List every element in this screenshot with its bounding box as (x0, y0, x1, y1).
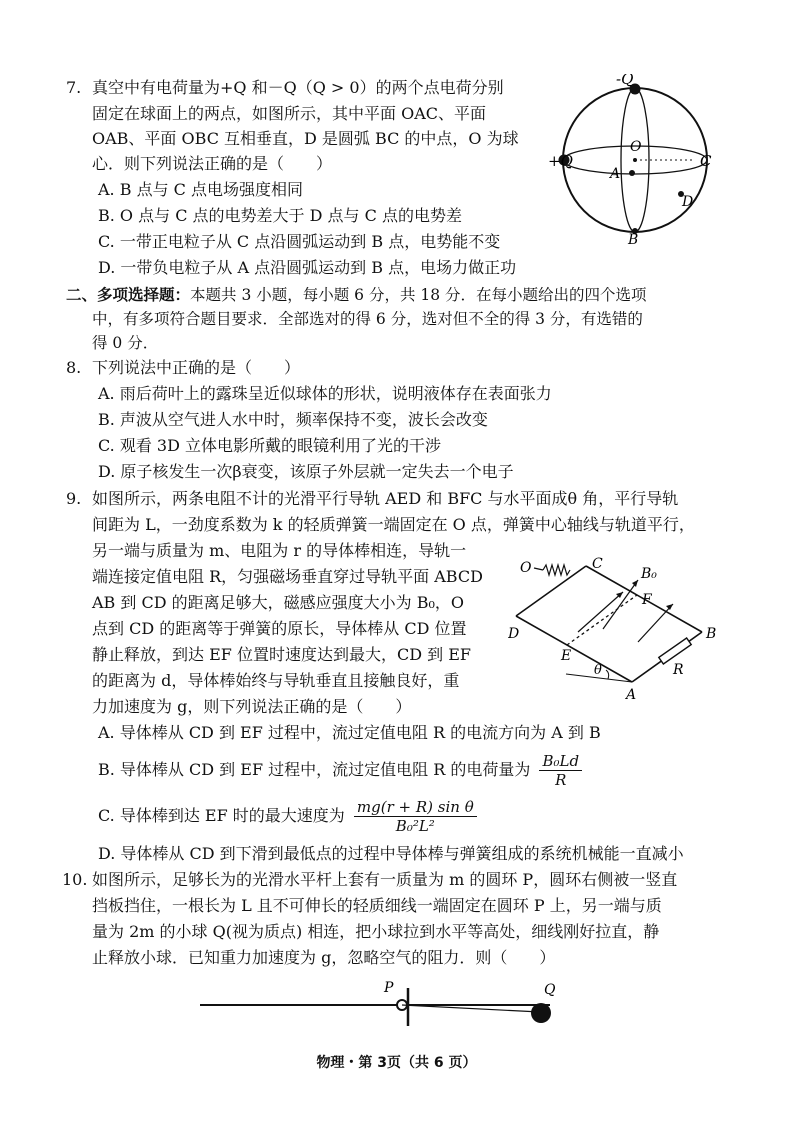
label-c: C (592, 556, 603, 572)
q9-stem-line-7: 静止释放，到达 EF 位置时速度达到最大，CD 到 EF (92, 645, 471, 664)
q9-option-c-denominator: B₀²L² (395, 817, 435, 835)
q9-stem-line-8: 的距离为 d，导体棒始终与导轨垂直且接触良好，重 (92, 671, 460, 690)
q8-option-b: B. 声波从空气进人水中时，频率保持不变，波长会改变 (98, 410, 488, 429)
label-theta: θ (594, 663, 602, 678)
q9-option-b-text: B. 导体棒从 CD 到 EF 过程中，流过定值电阻 R 的电荷量为 (98, 760, 531, 779)
q10-number: 10. (62, 870, 88, 889)
label-a: A (626, 687, 637, 702)
q9-option-c-text: C. 导体棒到达 EF 时的最大速度为 (98, 806, 345, 825)
field-arrowhead-3 (666, 604, 673, 610)
center-point-o (633, 158, 637, 162)
q7-stem-line-2: 固定在球面上的两点，如图所示，其中平面 OAC、平面 (92, 104, 487, 123)
string-line (402, 1005, 540, 1012)
rod-ef-dashed (567, 595, 637, 645)
label-f: F (642, 592, 652, 608)
q9-stem-line-9: 力加速度为 g，则下列说法正确的是（ ） (92, 697, 412, 716)
label-b0: B₀ (641, 566, 657, 582)
q10-stem-line-2: 挡板挡住，一根长为 L 且不可伸长的轻质细线一端固定在圆环 P 上，另一端与质 (92, 896, 662, 915)
field-arrowhead-2 (632, 580, 638, 587)
section-2-line-1: 本题共 3 小题，每小题 6 分，共 18 分．在每小题给出的四个选项 (190, 286, 647, 304)
spring-anchor-line (534, 568, 543, 570)
q10-stem-line-3: 量为 2m 的小球 Q(视为质点) 相连，把小球拉到水平等高处，细线刚好拉直，静 (92, 922, 660, 941)
ball-q (531, 1003, 551, 1023)
q9-stem-line-1: 如图所示，两条电阻不计的光滑平行导轨 AED 和 BFC 与水平面成θ 角，平行导轨 (92, 489, 679, 508)
q8-option-c: C. 观看 3D 立体电影所戴的眼镜利用了光的干涉 (98, 436, 442, 455)
point-a-dot (629, 170, 635, 176)
section-2-line-3: 得 0 分． (92, 334, 159, 352)
q8-option-a: A. 雨后荷叶上的露珠呈近似球体的形状，说明液体存在表面张力 (98, 384, 552, 403)
label-o: O (630, 139, 642, 155)
spring-coil (543, 565, 570, 575)
q9-option-b-fraction (539, 752, 582, 789)
rail-da (516, 616, 632, 682)
label-q: Q (544, 982, 556, 998)
label-b: B (628, 232, 639, 244)
q7-stem-line-3: OAB、平面 OBC 互相垂直，D 是圆弧 BC 的中点，O 为球 (92, 129, 519, 148)
q8-stem: 下列说法中正确的是（ ） (92, 358, 301, 377)
q7-stem-line-1: 真空中有电荷量为+Q 和－Q（Q > 0）的两个点电荷分别 (92, 78, 504, 97)
label-d: D (682, 194, 694, 210)
label-d: D (508, 626, 520, 642)
section-2-title: 二、多项选择题： (66, 286, 191, 304)
resistor-body (659, 638, 691, 664)
q9-stem-line-5: AB 到 CD 的距离足够大，磁感应强度大小为 B₀，O (92, 593, 465, 612)
q8-option-d: D. 原子核发生一次β衰变，该原子外层就一定失去一个电子 (98, 462, 514, 481)
label-b: B (706, 626, 717, 642)
q9-stem-line-2: 间距为 L，一劲度系数为 k 的轻质弹簧一端固定在 O 点，弹簧中心轴线与轨道平行， (92, 515, 695, 534)
field-line-1 (578, 592, 623, 632)
q9-number: 9. (66, 489, 82, 508)
q9-option-b-denominator: R (555, 771, 567, 789)
q7-sphere-figure (540, 74, 730, 244)
label-a: A (610, 166, 621, 182)
label-neg-q: -Q (616, 74, 634, 88)
q9-stem-line-6: 点到 CD 的距离等于弹簧的原长，导体棒从 CD 位置 (92, 619, 467, 638)
q10-stem-line-1: 如图所示，足够长为的光滑水平杆上套有一质量为 m 的圆环 P，圆环右侧被一竖直 (92, 870, 678, 889)
q10-stem-line-4: 止释放小球．已知重力加速度为 g，忽略空气的阻力．则（ ） (92, 948, 556, 967)
q9-option-b (98, 752, 582, 789)
q9-stem-line-4: 端连接定值电阻 R，匀强磁场垂直穿过导轨平面 ABCD (92, 567, 483, 586)
page-footer: 物理・第 3页（共 6 页） (316, 1055, 477, 1071)
q9-option-c-numerator: mg(r + R) sin θ (354, 798, 477, 817)
q7-number: 7. (66, 78, 82, 97)
theta-arc (606, 670, 609, 679)
section-2-heading (66, 283, 647, 307)
label-pos-q: +Q (548, 152, 573, 170)
label-e: E (561, 648, 572, 664)
q7-option-d: D. 一带负电粒子从 A 点沿圆弧运动到 B 点，电场力做正功 (98, 258, 517, 277)
q9-option-c (98, 798, 477, 835)
q9-option-d: D. 导体棒从 CD 到下滑到最低点的过程中导体棒与弹簧组成的系统机械能一直减小 (98, 844, 684, 863)
q7-stem-line-4: 心．则下列说法正确的是（ ） (92, 154, 333, 173)
q9-option-c-fraction (354, 798, 477, 835)
q7-option-a: A. B 点与 C 点电场强度相同 (98, 180, 303, 199)
q9-option-b-numerator: B₀Ld (539, 752, 582, 771)
label-o: O (520, 560, 532, 576)
label-c: C (700, 152, 712, 170)
q7-option-c: C. 一带正电粒子从 C 点沿圆弧运动到 B 点，电势能不变 (98, 232, 501, 251)
section-2-line-2: 中，有多项符合题目要求．全部选对的得 6 分，选对但不全的得 3 分，有选错的 (92, 310, 643, 328)
label-r: R (673, 662, 684, 678)
q9-rails-figure (508, 552, 723, 702)
q8-number: 8. (66, 358, 82, 377)
q10-rod-figure (200, 978, 570, 1038)
label-p: P (384, 980, 394, 996)
q7-option-b: B. O 点与 C 点的电势差大于 D 点与 C 点的电势差 (98, 206, 462, 225)
q9-stem-line-3: 另一端与质量为 m、电阻为 r 的导体棒相连，导轨一 (92, 541, 467, 560)
field-line-3 (638, 604, 673, 642)
q9-option-a: A. 导体棒从 CD 到 EF 过程中，流过定值电阻 R 的电流方向为 A 到 B (98, 723, 601, 742)
